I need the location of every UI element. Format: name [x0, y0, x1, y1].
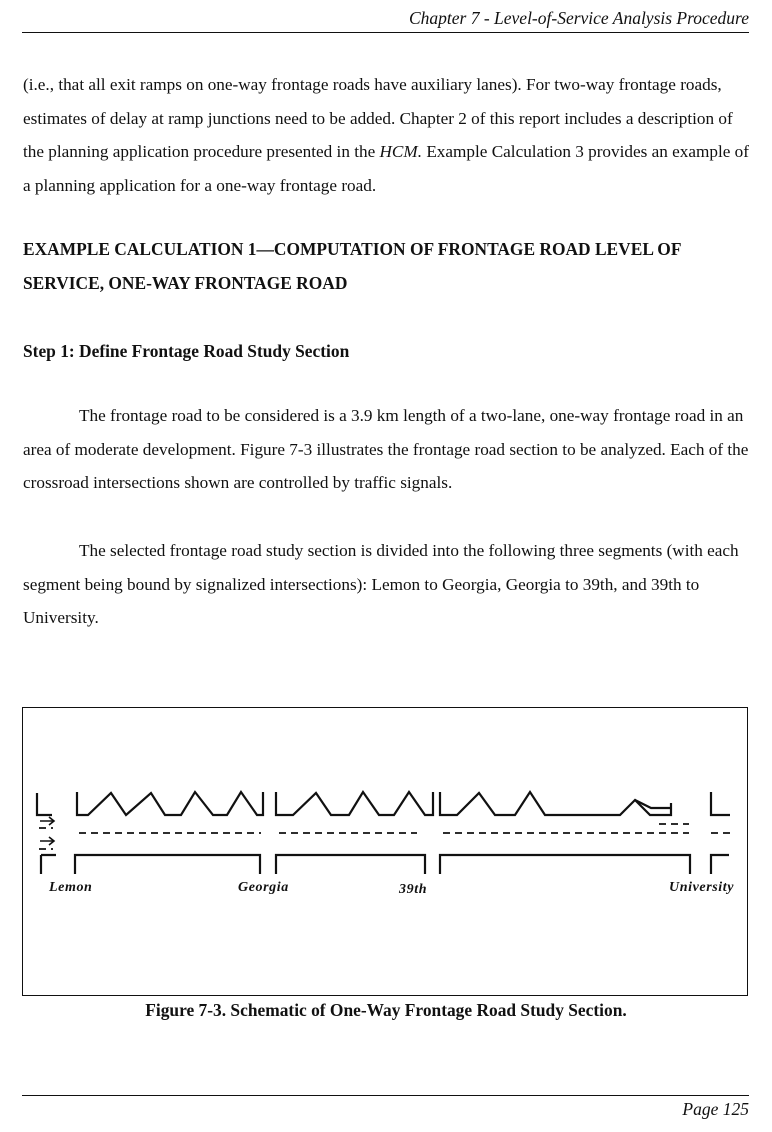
segment2-top-edge	[276, 792, 433, 815]
paragraph-segments: The selected frontage road study section is divided into the following three segments (with each segment being bound by signalized intersections): Lemon to Georgia, Georgia to 39th, and 39th to University.	[23, 541, 739, 627]
chapter-title: Chapter 7 - Level-of-Service Analysis Procedure	[408, 8, 749, 28]
label-lemon: Lemon	[49, 880, 93, 895]
figure-schematic	[22, 707, 748, 996]
direction-arrow-lower	[40, 837, 54, 845]
crossroad-lemon-left-top	[37, 793, 52, 815]
paragraph-intro	[23, 68, 750, 202]
segment2-bottom-edge	[276, 855, 425, 874]
segment1-bottom-edge	[75, 855, 260, 874]
step-heading: Step 1: Define Frontage Road Study Section	[23, 341, 350, 361]
crossroad-university-right-bottom	[711, 855, 729, 874]
paragraph-intro-text-b: Example Calculation 3 provides an example of a planning application for a one-way frontage road.	[23, 142, 749, 195]
segment3-bottom-edge	[440, 855, 690, 874]
section-heading: EXAMPLE CALCULATION 1—COMPUTATION OF FRONTAGE ROAD LEVEL OF SERVICE, ONE-WAY FRONTAGE ROAD	[23, 239, 681, 293]
label-georgia: Georgia	[238, 880, 289, 895]
crossroad-university-right-top	[711, 792, 730, 815]
footer-rule	[22, 1095, 749, 1096]
direction-arrows	[40, 817, 54, 845]
label-university: University	[669, 880, 735, 895]
header-rule	[22, 32, 749, 33]
label-39th: 39th	[399, 882, 428, 897]
segment1-top-edge	[77, 792, 263, 815]
paragraph-study-section: The frontage road to be considered is a 3.9 km length of a two-lane, one-way frontage road in an area of moderate development. Figure 7-3 illustrates the frontage road section to be analyzed. Each of the crossroad intersections shown are controlled by traffic signals.	[23, 406, 749, 492]
segment3-top-edge	[440, 792, 671, 815]
figure-caption: Figure 7-3. Schematic of One-Way Frontage Road Study Section.	[145, 1000, 627, 1020]
page-number: Page 125	[682, 1099, 749, 1119]
hcm-reference: HCM.	[379, 142, 423, 161]
paragraph-intro-text-a: (i.e., that all exit ramps on one-way frontage roads have auxiliary lanes). For two-way frontage roads, estimates of delay at ramp junctions need to be added. Chapter 2 of this report includes a description of the planning application procedure presented in the	[23, 75, 733, 161]
frontage-road-schematic	[23, 708, 749, 997]
direction-arrow-upper	[40, 817, 54, 825]
crossroad-lemon-left-bottom	[41, 855, 56, 874]
